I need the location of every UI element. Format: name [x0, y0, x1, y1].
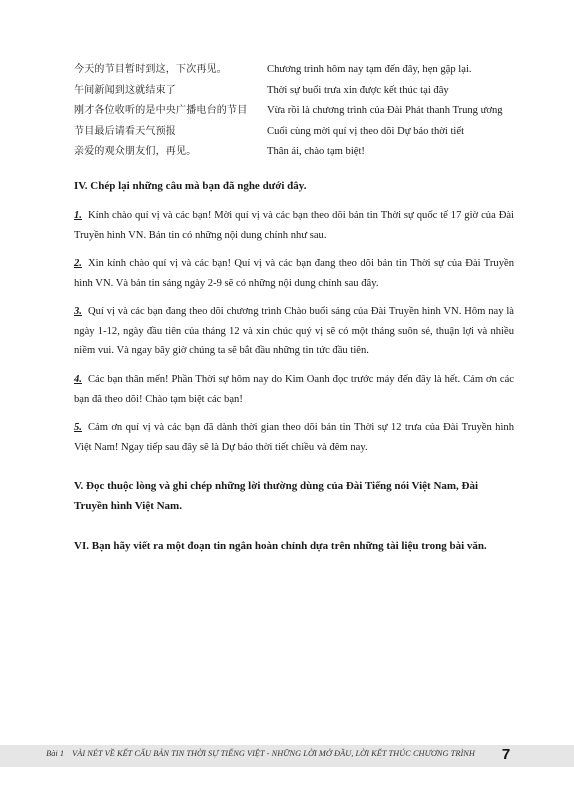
phrase-chinese: 节目最后请看天气预报	[74, 125, 176, 137]
section-iv-heading: IV. Chép lại những câu mà bạn đã nghe dưới đây.	[74, 180, 307, 192]
phrase-chinese: 午间新闻到这就结束了	[74, 84, 176, 96]
item-number: 3.	[74, 306, 82, 317]
phrase-row	[74, 122, 544, 143]
phrase-row	[74, 60, 544, 81]
phrase-vietnamese: Thời sự buổi trưa xin được kết thúc tại đây	[267, 84, 449, 96]
exercise-item-4	[74, 370, 514, 409]
item-text: Cảm ơn quí vị và các bạn đã dành thời gian theo dõi bản tin Thời sự 12 trưa của Đài Truyền hình Việt Nam! Ngay tiếp sau đây sẽ là Dự báo thời tiết chiều và đêm nay.	[74, 422, 514, 453]
item-text: Xin kính chào quí vị và các bạn! Quí vị và các bạn đang theo dõi bản tin Thời sự của Đài Truyền hình VN. Và bản tin sáng ngày 2-9 sẽ có những nội dung chính sau đây.	[74, 258, 514, 289]
page-number: 7	[501, 746, 511, 763]
phrase-vietnamese: Thân ái, chào tạm biệt!	[267, 146, 365, 158]
item-text: Kính chào quí vị và các bạn! Mời quí vị và các bạn theo dõi bản tin Thời sự quốc tế 17 giờ của Đài Truyền hình VN. Bản tin có những nội dung chính như sau.	[74, 210, 514, 241]
section-vi-heading: VI. Bạn hãy viết ra một đoạn tin ngắn hoàn chỉnh dựa trên những tài liệu trong bài văn.	[74, 540, 487, 552]
phrase-row	[74, 81, 544, 102]
section-v-heading: V. Đọc thuộc lòng và ghi chép những lời thường dùng của Đài Tiếng nói Việt Nam, Đài Truyền hình Việt Nam.	[74, 480, 479, 512]
footer-lesson-label: Bài 1	[46, 749, 65, 758]
phrase-chinese: 刚才各位收听的是中央广播电台的节目	[74, 105, 248, 117]
phrase-chinese: 亲爱的观众朋友们，再见。	[74, 146, 197, 158]
item-number: 4.	[74, 374, 82, 385]
exercise-item-3	[74, 302, 514, 361]
exercise-item-1	[74, 206, 514, 245]
item-number: 2.	[74, 258, 82, 269]
item-text: Quí vị và các bạn đang theo dõi chương trình Chào buổi sáng của Đài Truyền hình VN. Hôm nay là ngày 1-12, ngày đầu tiên của tháng 12 và xin chúc quý vị sẽ có một tháng suôn sẻ, thuận lợi và nhiều niềm vui. Và ngay bây giờ chúng ta sẽ bắt đầu những tin tức đầu tiên.	[74, 306, 514, 356]
item-number: 5.	[74, 422, 82, 433]
phrase-vietnamese: Cuối cùng mời quí vị theo dõi Dự báo thời tiết	[267, 125, 465, 137]
exercise-item-2	[74, 254, 514, 293]
phrase-table	[74, 60, 544, 163]
phrase-row	[74, 142, 544, 163]
phrase-vietnamese: Chương trình hôm nay tạm đến đây, hẹn gặp lại.	[267, 64, 472, 75]
running-footer	[28, 749, 493, 758]
phrase-chinese: 今天的节目暂时到这，下次再见。	[74, 64, 227, 75]
item-text: Các bạn thân mến! Phần Thời sự hôm nay do Kim Oanh đọc trước máy đến đây là hết. Cảm ơn các bạn đã theo dõi! Chào tạm biệt các bạn!	[74, 374, 514, 405]
footer-lesson-title: VÀI NÉT VỀ KẾT CẤU BẢN TIN THỜI SỰ TIẾNG VIỆT - NHỮNG LỜI MỞ ĐẦU, LỜI KẾT THÚC CHƯƠNG TRÌNH	[72, 749, 475, 758]
exercise-item-5	[74, 418, 514, 457]
phrase-vietnamese: Vừa rồi là chương trình của Đài Phát thanh Trung ương	[267, 105, 503, 117]
phrase-row	[74, 101, 544, 122]
item-number: 1.	[74, 210, 82, 221]
